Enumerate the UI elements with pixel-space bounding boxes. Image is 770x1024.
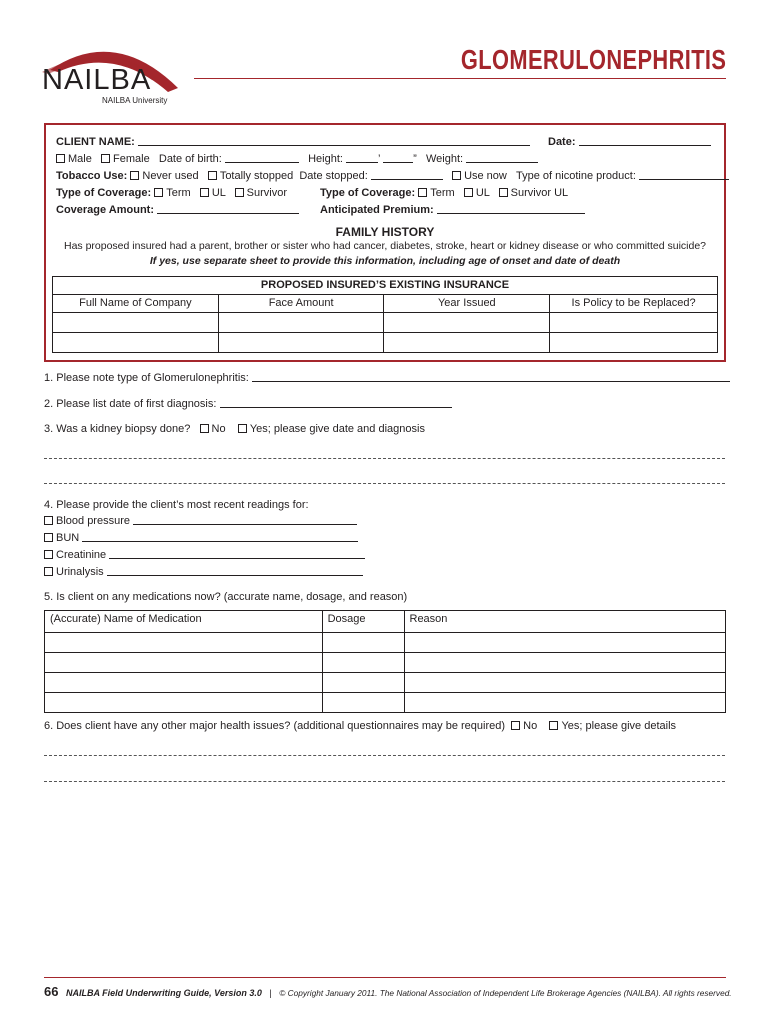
- table-cell[interactable]: [550, 333, 718, 353]
- biopsy-yes-label: Yes; please give date and diagnosis: [249, 423, 425, 435]
- weight-field[interactable]: [466, 153, 538, 163]
- answer-line[interactable]: [44, 458, 725, 459]
- ul-checkbox-2[interactable]: [464, 188, 473, 197]
- table-cell[interactable]: [322, 693, 404, 713]
- date-label: Date:: [548, 136, 576, 148]
- column-header-company: Full Name of Company: [53, 295, 219, 313]
- question-1-field[interactable]: [252, 372, 730, 382]
- date-field[interactable]: [579, 136, 711, 146]
- table-row: [45, 633, 726, 653]
- female-checkbox[interactable]: [101, 154, 110, 163]
- biopsy-yes-checkbox[interactable]: [238, 424, 247, 433]
- biopsy-no-label: No: [211, 423, 226, 435]
- date-stopped-field[interactable]: [371, 170, 443, 180]
- height-label: Height:: [308, 153, 343, 165]
- table-cell[interactable]: [45, 673, 323, 693]
- question-2-label: 2. Please list date of first diagnosis:: [44, 398, 217, 410]
- never-used-checkbox[interactable]: [130, 171, 139, 180]
- question-6-label: 6. Does client have any other major health issues? (additional questionnaires may be required): [44, 720, 506, 732]
- table-cell[interactable]: [404, 633, 726, 653]
- column-header-face-amount: Face Amount: [218, 295, 384, 313]
- term-checkbox-2[interactable]: [418, 188, 427, 197]
- column-header-dosage: Dosage: [322, 611, 404, 633]
- existing-insurance-table: [52, 276, 718, 353]
- height-inches-field[interactable]: [383, 153, 413, 163]
- table-row: [45, 653, 726, 673]
- term-label: Term: [166, 187, 191, 199]
- female-label: Female: [113, 153, 150, 165]
- creatinine-checkbox[interactable]: [44, 550, 53, 559]
- family-history-question: Has proposed insured had a parent, brother or sister who had cancer, diabetes, stroke, heart or kidney disease or who committed suicide?: [63, 240, 707, 252]
- table-row: [45, 673, 726, 693]
- footer-rule: [44, 977, 726, 978]
- health-yes-label: Yes; please give details: [561, 720, 677, 732]
- ul-label: UL: [211, 187, 226, 199]
- logo-subtitle: NAILBA University: [102, 96, 168, 105]
- creatinine-field[interactable]: [109, 549, 365, 559]
- coverage-amount-label: Coverage Amount:: [56, 204, 154, 216]
- answer-line[interactable]: [44, 483, 725, 484]
- page-number: 66: [44, 984, 59, 999]
- answer-line[interactable]: [44, 755, 725, 756]
- ul-checkbox[interactable]: [200, 188, 209, 197]
- table-cell[interactable]: [53, 313, 219, 333]
- coverage-amount-field[interactable]: [157, 204, 299, 214]
- column-header-year-issued: Year Issued: [384, 295, 550, 313]
- question-2-field[interactable]: [220, 398, 452, 408]
- survivor-label: Survivor: [246, 187, 288, 199]
- urinalysis-checkbox[interactable]: [44, 567, 53, 576]
- existing-insurance-heading: PROPOSED INSURED’S EXISTING INSURANCE: [53, 277, 718, 295]
- tobacco-label: Tobacco Use:: [56, 170, 128, 182]
- term-label-2: Term: [430, 187, 455, 199]
- nicotine-field[interactable]: [639, 170, 729, 180]
- table-cell[interactable]: [384, 313, 550, 333]
- client-name-field[interactable]: [138, 136, 530, 146]
- survivor-checkbox[interactable]: [235, 188, 244, 197]
- creatinine-label: Creatinine: [56, 549, 107, 561]
- bun-label: BUN: [56, 532, 80, 544]
- date-stopped-label: Date stopped:: [299, 170, 368, 182]
- coverage-type-label-2: Type of Coverage:: [320, 187, 416, 199]
- dob-field[interactable]: [225, 153, 299, 163]
- survivor-ul-label: Survivor UL: [510, 187, 569, 199]
- urinalysis-field[interactable]: [107, 566, 363, 576]
- footer-copyright: © Copyright January 2011. The National Association of Independent Life Brokerage Agencies (NAILBA). All rights reserved.: [279, 988, 732, 998]
- health-no-label: No: [523, 720, 538, 732]
- height-inches-mark: ”: [413, 153, 417, 165]
- table-row: [53, 333, 718, 353]
- table-cell[interactable]: [550, 313, 718, 333]
- table-cell[interactable]: [45, 653, 323, 673]
- question-5-label: 5. Is client on any medications now? (accurate name, dosage, and reason): [44, 591, 408, 603]
- question-3-label: 3. Was a kidney biopsy done?: [44, 423, 191, 435]
- table-cell[interactable]: [45, 693, 323, 713]
- column-header-reason: Reason: [404, 611, 726, 633]
- question-4-label: 4. Please provide the client’s most recent readings for:: [44, 499, 309, 511]
- nicotine-label: Type of nicotine product:: [516, 170, 636, 182]
- table-cell[interactable]: [53, 333, 219, 353]
- medications-table: [44, 610, 726, 713]
- never-used-label: Never used: [142, 170, 199, 182]
- coverage-type-label: Type of Coverage:: [56, 187, 152, 199]
- table-cell[interactable]: [322, 653, 404, 673]
- footer-separator: |: [269, 988, 272, 998]
- male-label: Male: [68, 153, 92, 165]
- dob-label: Date of birth:: [158, 153, 222, 165]
- bun-checkbox[interactable]: [44, 533, 53, 542]
- premium-label: Anticipated Premium:: [320, 204, 434, 216]
- premium-field[interactable]: [437, 204, 585, 214]
- client-name-label: CLIENT NAME:: [56, 136, 135, 148]
- health-yes-checkbox[interactable]: [549, 721, 558, 730]
- totally-stopped-checkbox[interactable]: [208, 171, 217, 180]
- nailba-logo: [40, 38, 190, 108]
- table-cell[interactable]: [384, 333, 550, 353]
- answer-line[interactable]: [44, 781, 725, 782]
- table-cell[interactable]: [322, 633, 404, 653]
- logo-name: NAILBA: [42, 64, 152, 96]
- survivor-ul-checkbox[interactable]: [499, 188, 508, 197]
- blood-pressure-field[interactable]: [133, 515, 357, 525]
- biopsy-no-checkbox[interactable]: [200, 424, 209, 433]
- column-header-replaced: Is Policy to be Replaced?: [550, 295, 718, 313]
- table-cell[interactable]: [322, 673, 404, 693]
- table-cell[interactable]: [404, 673, 726, 693]
- term-checkbox[interactable]: [154, 188, 163, 197]
- blood-pressure-label: Blood pressure: [56, 515, 130, 527]
- height-feet-field[interactable]: [346, 153, 381, 165]
- question-1-label: 1. Please note type of Glomerulonephritis:: [44, 372, 249, 384]
- use-now-checkbox[interactable]: [452, 171, 461, 180]
- family-history-heading: FAMILY HISTORY: [335, 225, 435, 239]
- table-cell[interactable]: [218, 333, 384, 353]
- footer-guide-title: NAILBA Field Underwriting Guide, Version 3.0: [65, 988, 262, 998]
- page-title: GLOMERULONEPHRITIS: [460, 44, 726, 75]
- health-no-checkbox[interactable]: [511, 721, 520, 730]
- table-row: [53, 313, 718, 333]
- family-history-instruction: If yes, use separate sheet to provide this information, including age of onset and date of death: [149, 255, 621, 267]
- table-cell[interactable]: [218, 313, 384, 333]
- male-checkbox[interactable]: [56, 154, 65, 163]
- table-cell[interactable]: [404, 653, 726, 673]
- title-rule: [194, 78, 726, 79]
- urinalysis-label: Urinalysis: [56, 566, 104, 578]
- weight-label: Weight:: [425, 153, 464, 165]
- bun-field[interactable]: [82, 532, 358, 542]
- use-now-label: Use now: [464, 170, 507, 182]
- blood-pressure-checkbox[interactable]: [44, 516, 53, 525]
- table-cell[interactable]: [45, 633, 323, 653]
- table-row: [45, 693, 726, 713]
- ul-label-2: UL: [475, 187, 490, 199]
- column-header-medication: (Accurate) Name of Medication: [45, 611, 323, 633]
- table-cell[interactable]: [404, 693, 726, 713]
- height-feet-mark: ’: [378, 153, 381, 165]
- totally-stopped-label: Totally stopped: [219, 170, 294, 182]
